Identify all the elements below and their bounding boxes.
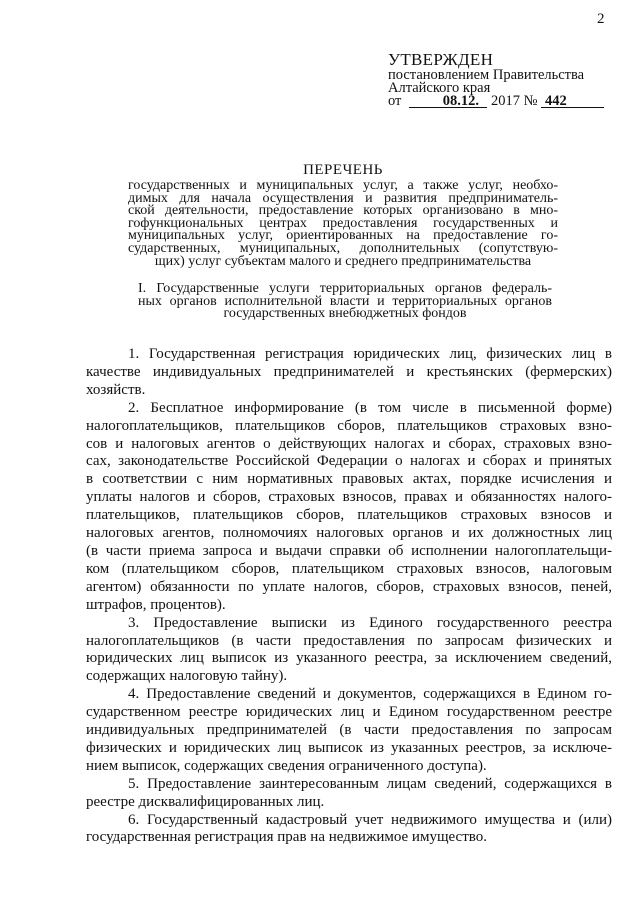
paragraph-5 [86, 776, 612, 812]
paragraph-line: плательщиков, плательщиков сборов, плательщиков страховых взносов и [86, 507, 612, 524]
document-subtitle [128, 180, 558, 268]
document-body [86, 346, 612, 847]
paragraph-line: государственная регистрация прав на недвижимое имущество. [86, 829, 487, 846]
paragraph-line: физических и юридических лиц выписок из указанных реестров, за исключе- [86, 739, 612, 756]
paragraph-line: сах, законодательстве Российской Федерации о налогах и сборах и принятых [86, 453, 612, 470]
paragraph-line: содержащих налоговую тайну). [86, 668, 288, 685]
approval-title: УТВЕРЖДЕН [388, 50, 494, 69]
paragraph-line: индивидуальных предпринимателей (в части предоставления по запросам [86, 722, 612, 739]
paragraph-line: налоговых агентов, полномочиях налоговых органов и их должностных лиц [86, 525, 612, 542]
paragraph-line: качестве индивидуальных предпринимателей и крестьянских (фермерских) [86, 363, 612, 380]
paragraph-line: 4. Предоставление сведений и документов, содержащихся в Едином го- [128, 686, 612, 703]
approval-region-line: Алтайского края [388, 80, 491, 96]
paragraph-line: налогоплательщиков, плательщиков сборов, плательщиков страховых взно- [86, 417, 612, 434]
section-heading-line: I. Государственные услуги территориальных органов федераль- [138, 281, 552, 296]
paragraph-line: 1. Государственная регистрация юридических лиц, физических лиц в [128, 346, 612, 362]
paragraph-line: в соответствии с ним нормативных правовых актах, порядке исчисления и [86, 471, 612, 488]
page-number: 2 [597, 11, 605, 27]
approval-date-prefix: от [388, 93, 402, 109]
paragraph-line: реестре дисквалифицированных лиц. [86, 793, 325, 810]
section-heading-line: государственных внебюджетных фондов [223, 306, 467, 322]
section-heading-line: ных органов исполнительной власти и территориальных органов [138, 293, 552, 309]
paragraph-line: агентом) обязанности по уплате налогов, сборов, страховых взносов, пеней, [86, 578, 612, 595]
subtitle-line: муниципальных услуг, ориентированных на предоставление го- [128, 228, 558, 244]
paragraph-line: штрафов, процентов). [86, 596, 226, 613]
subtitle-line: гофункциональных центрах предоставления государственных и [128, 215, 558, 231]
approval-year-number-label: 2017 № [491, 93, 538, 109]
paragraph-4 [86, 686, 612, 776]
subtitle-line: ской деятельности, предоставление которых организовано в мно- [128, 203, 558, 219]
paragraph-line: 6. Государственный кадастровый учет недвижимого имущества и (или) [128, 811, 612, 828]
approval-date: 08.12. [409, 94, 487, 108]
subtitle-line: сударственных, муниципальных, дополнительных (сопутствую- [128, 240, 558, 256]
paragraph-line: 3. Предоставление выписки из Единого государственного реестра [128, 614, 612, 631]
paragraph-line: нием выписок, содержащих сведения ограниченного доступа). [86, 757, 487, 774]
paragraph-line: 5. Предоставление заинтересованным лицам сведений, содержащихся в [128, 775, 612, 792]
subtitle-line: государственных и муниципальных услуг, а также услуг, необхо- [128, 178, 558, 193]
paragraph-1 [86, 346, 612, 400]
paragraph-line: уплаты налогов и сборов, страховых взносов, правах и обязанностях налого- [86, 489, 612, 506]
paragraph-3 [86, 615, 612, 687]
approval-number: 442 [541, 94, 604, 108]
subtitle-line: димых для начала осуществления и развития предприниматель- [128, 190, 558, 206]
approval-issuer-line: постановлением Правительства [388, 67, 585, 83]
paragraph-line: ком (плательщиком сборов, плательщиком страховых взносов, налоговым [86, 560, 612, 577]
paragraph-line: сов и налоговых агентов о действующих налогах и сборах, страховых взно- [86, 435, 612, 452]
subtitle-line: щих) услуг субъектам малого и среднего предпринимательства [154, 253, 532, 269]
document-title: ПЕРЕЧЕНЬ [303, 162, 383, 178]
paragraph-2 [86, 400, 612, 615]
section-heading [138, 283, 552, 321]
paragraph-line: хозяйств. [86, 381, 146, 398]
paragraph-line: юридических лиц выписок из указанного реестра, за исключением сведений, [86, 650, 612, 667]
paragraph-line: (в части приема запроса и выдачи справки об исполнении налогоплательщи- [86, 542, 612, 559]
paragraph-line: 2. Бесплатное информирование (в том числе в письменной форме) [128, 399, 612, 416]
paragraph-6 [86, 812, 612, 848]
paragraph-line: налогоплательщиков (в части предоставления по запросам физических и [86, 632, 612, 649]
paragraph-line: сударственном реестре юридических лиц и Едином государственном реестре [86, 704, 612, 721]
